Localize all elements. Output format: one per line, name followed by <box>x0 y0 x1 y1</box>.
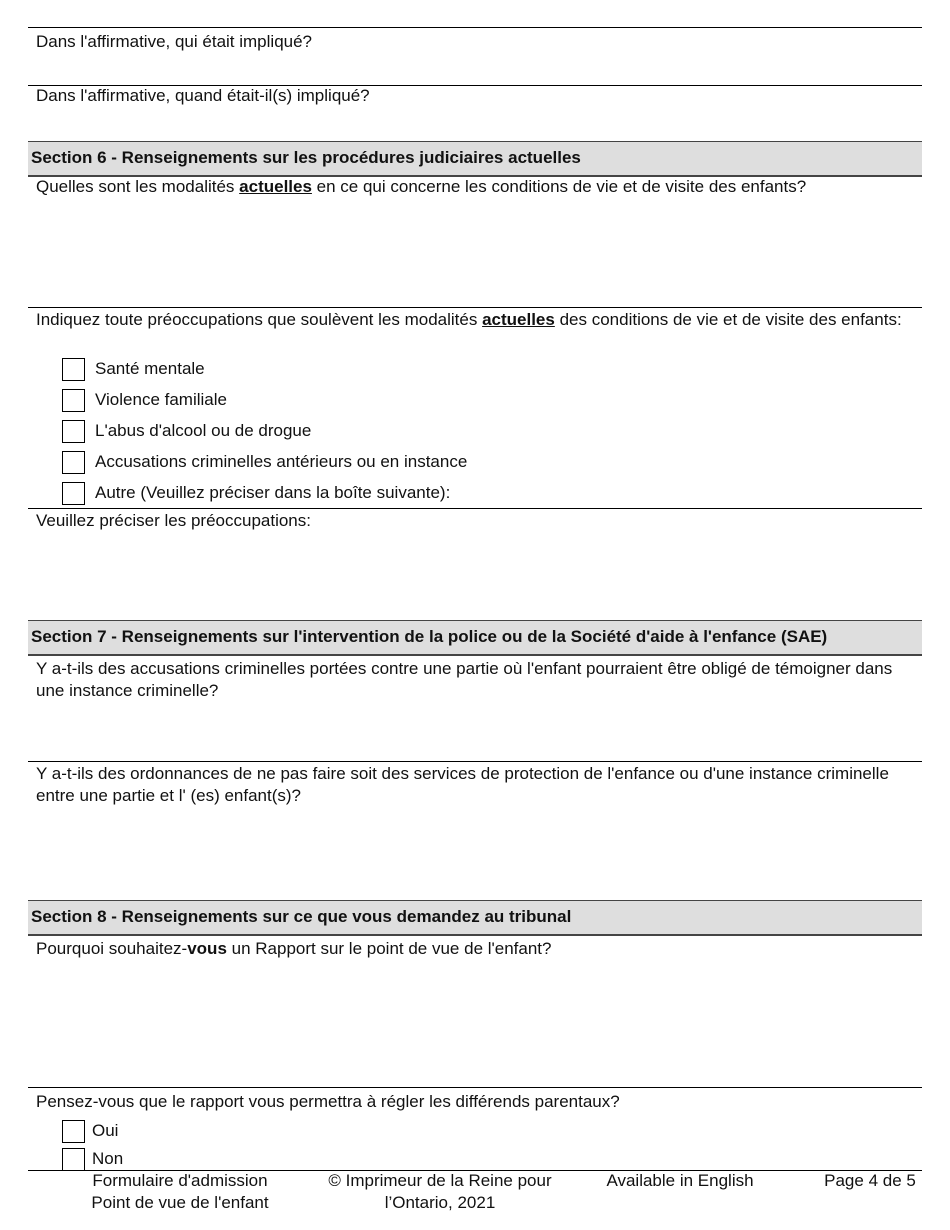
section-8-header: Section 8 - Renseignements sur ce que vous demandez au tribunal <box>28 900 922 936</box>
page-footer <box>0 1170 950 1230</box>
section-6-question-concerns: Indiquez toute préoccupations que soulèvent les modalités actuelles des conditions de vie et de visite des enfants: <box>36 310 902 329</box>
section-6-header: Section 6 - Renseignements sur les procédures judiciaires actuelles <box>28 141 922 177</box>
checkbox[interactable] <box>62 389 85 412</box>
footer-copyright: © Imprimeur de la Reine pour l’Ontario, 2021 <box>328 1171 552 1212</box>
section-6-question-current-arrangements: Quelles sont les modalités actuelles en ce qui concerne les conditions de vie et de visite des enfants? <box>36 177 807 196</box>
divider <box>28 508 922 509</box>
question-when-involved: Dans l'affirmative, quand était-il(s) impliqué? <box>36 86 370 105</box>
checkbox[interactable] <box>62 1120 85 1143</box>
concern-option-substance-abuse[interactable]: L'abus d'alcool ou de drogue <box>62 419 311 443</box>
footer-form-name: Formulaire d'admission Point de vue de l'enfant <box>91 1171 269 1212</box>
divider <box>28 307 922 308</box>
question-who-involved: Dans l'affirmative, qui était impliqué? <box>36 32 313 51</box>
concern-option-family-violence[interactable]: Violence familiale <box>62 388 227 412</box>
answer-option-no[interactable]: Non <box>62 1147 123 1171</box>
checkbox[interactable] <box>62 1148 85 1171</box>
section-6-question-specify-concerns: Veuillez préciser les préoccupations: <box>36 511 311 530</box>
section-7-question-restraining-orders: Y a-t-ils des ordonnances de ne pas faire soit des services de protection de l'enfance ou d'une instance criminelle entre une partie et l' (es) enfant(s)? <box>36 764 889 805</box>
checkbox[interactable] <box>62 358 85 381</box>
checkbox[interactable] <box>62 420 85 443</box>
section-8-question-why-report: Pourquoi souhaitez-vous un Rapport sur le point de vue de l'enfant? <box>36 939 552 958</box>
divider <box>28 27 922 28</box>
concern-option-mental-health[interactable]: Santé mentale <box>62 357 205 381</box>
answer-option-yes[interactable]: Oui <box>62 1119 118 1143</box>
concern-option-other[interactable]: Autre (Veuillez préciser dans la boîte suivante): <box>62 481 450 505</box>
checkbox[interactable] <box>62 482 85 505</box>
section-7-question-criminal-charges: Y a-t-ils des accusations criminelles portées contre une partie où l'enfant pourraient être obligé de témoigner dans une instance criminelle? <box>36 659 893 700</box>
section-8-question-resolve-disputes: Pensez-vous que le rapport vous permettra à régler les différends parentaux? <box>36 1092 620 1111</box>
section-7-header: Section 7 - Renseignements sur l'intervention de la police ou de la Société d'aide à l'enfance (SAE) <box>28 620 922 656</box>
footer-page-number: Page 4 de 5 <box>824 1171 916 1190</box>
checkbox[interactable] <box>62 451 85 474</box>
divider <box>28 761 922 762</box>
divider <box>28 1087 922 1088</box>
footer-available-in-english: Available in English <box>606 1171 754 1190</box>
concern-option-criminal-charges[interactable]: Accusations criminelles antérieurs ou en instance <box>62 450 467 474</box>
